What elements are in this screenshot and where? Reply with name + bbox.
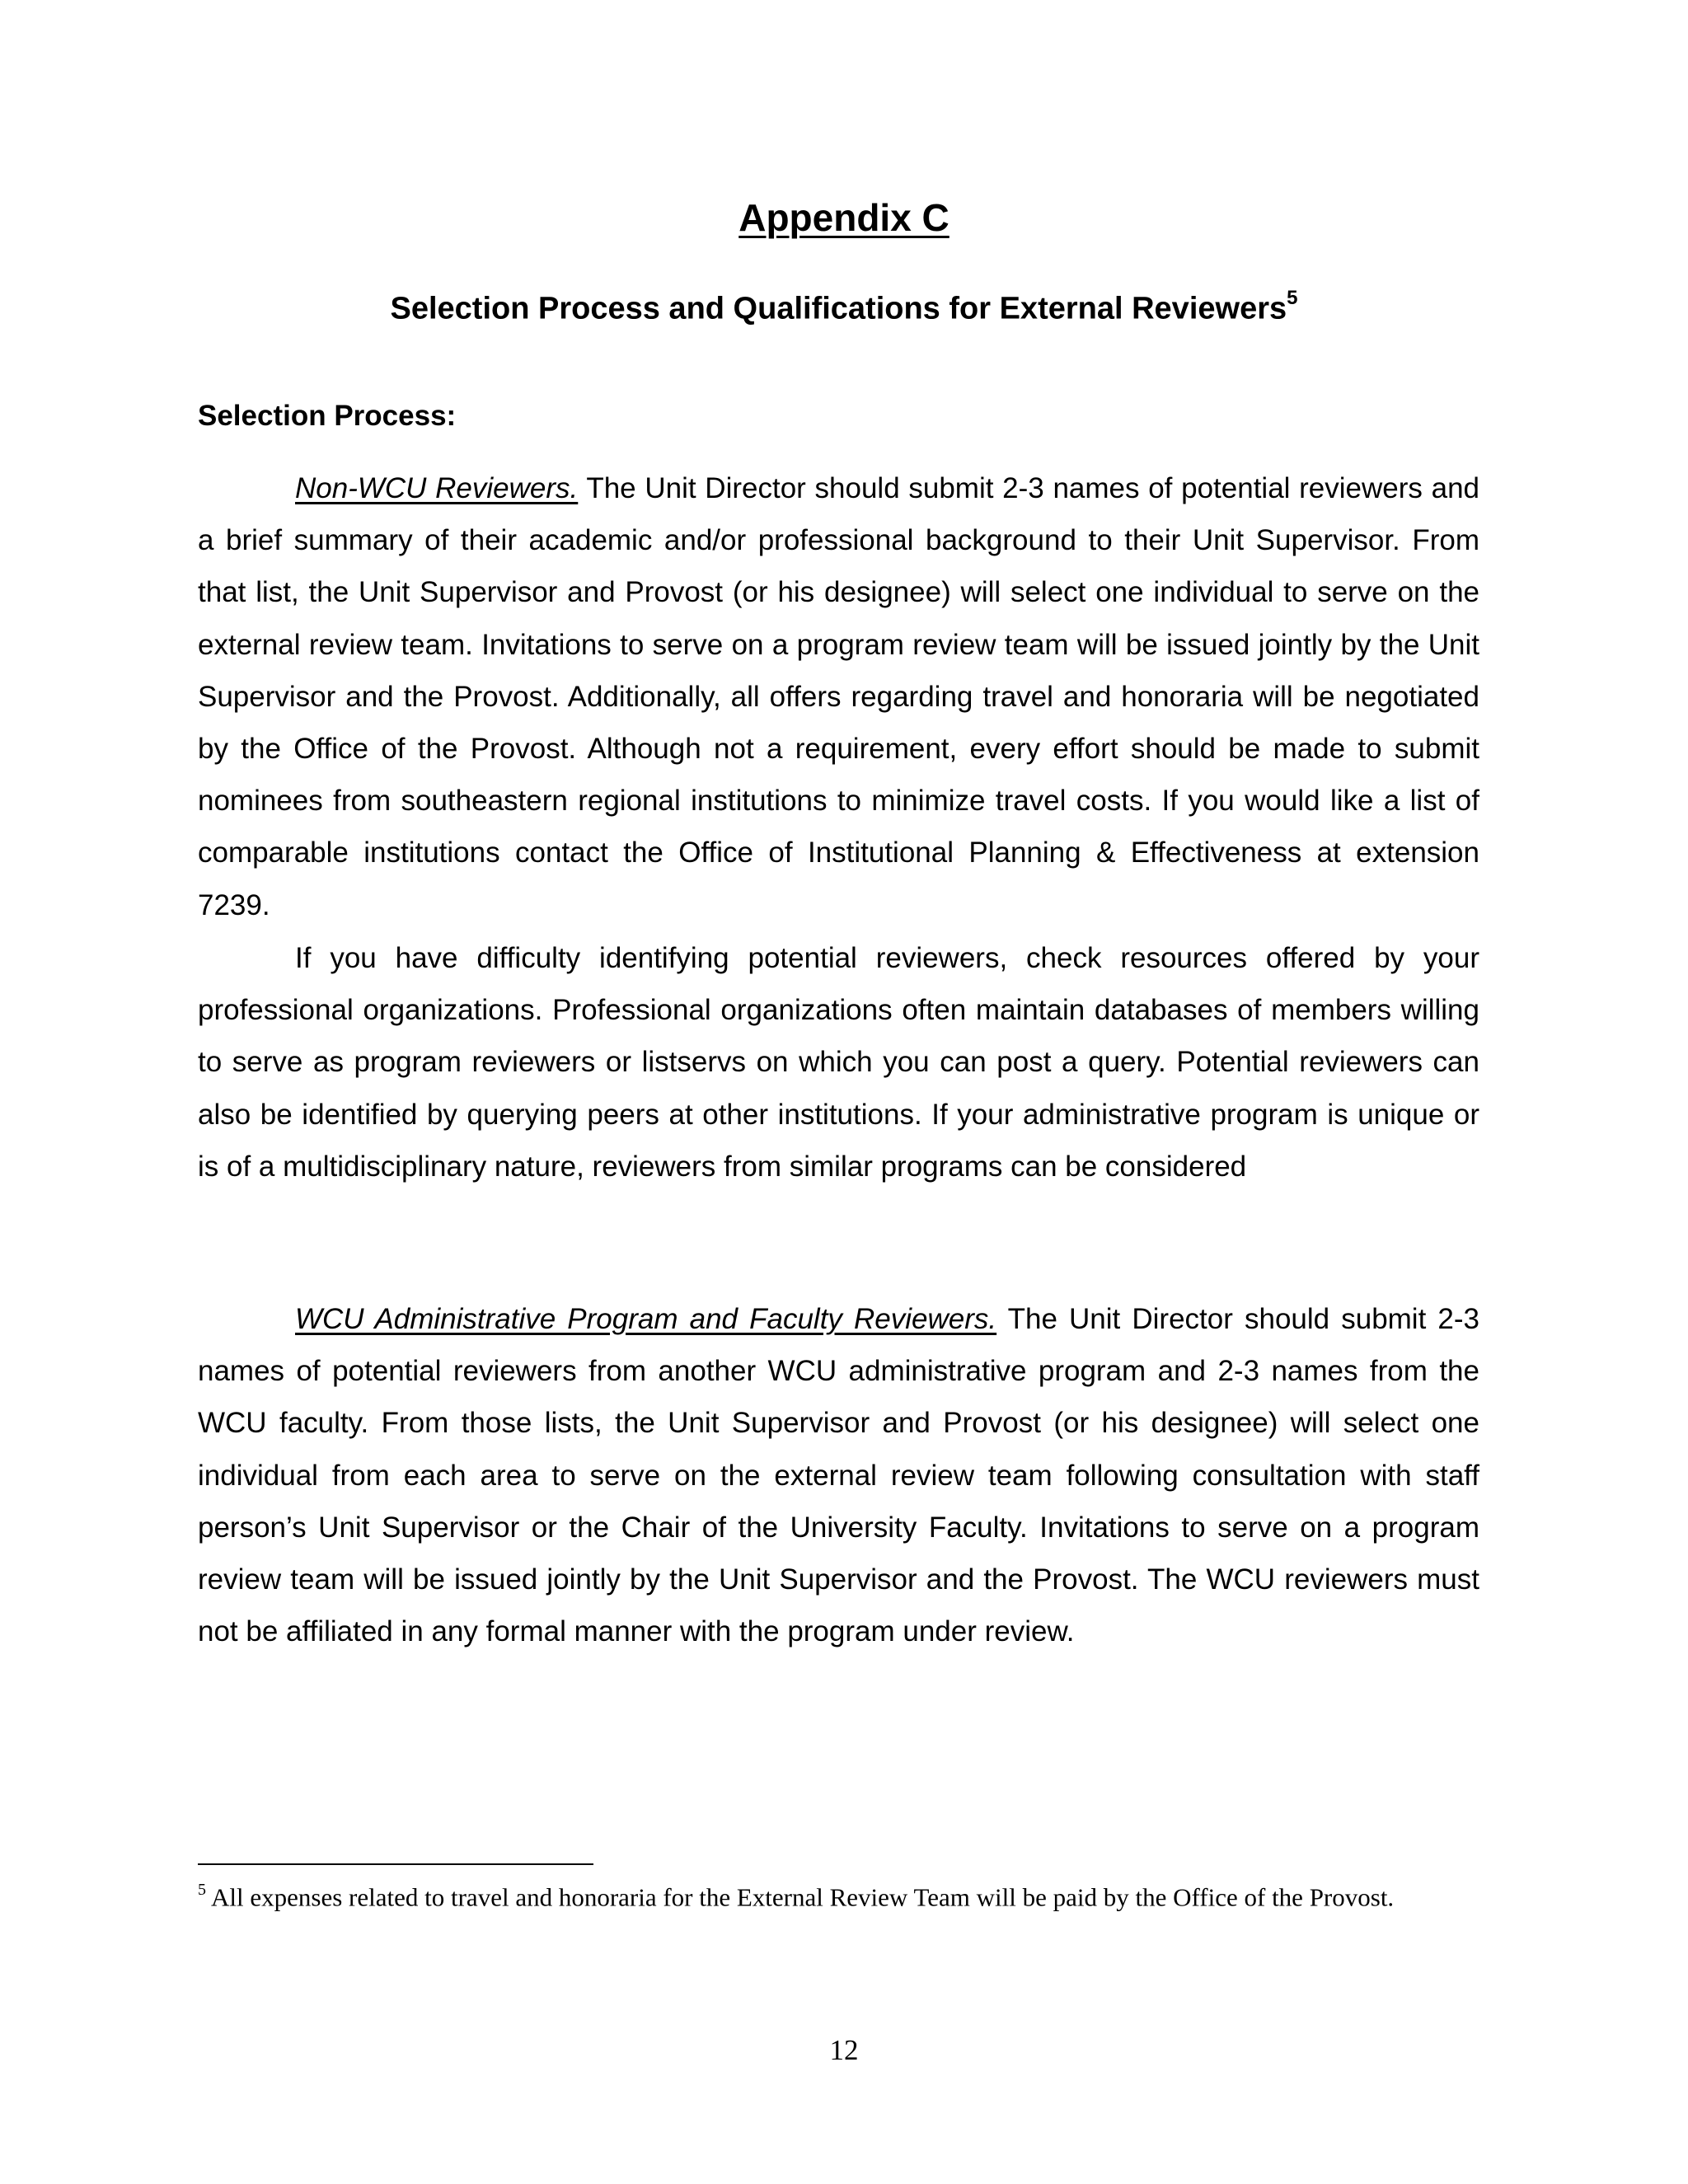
footnote-divider <box>198 1863 593 1865</box>
paragraph-body: The Unit Director should submit 2-3 names of potential reviewers and a brief summary of their academic and/or professional background to their Unit Supervisor. From that list, the Unit Supervisor and Provost (or his designee) will select one individual to serve on the external review team. Invitations to serve on a program review team will be issued jointly by the Unit Supervisor and the Provost. Additionally, all offers regarding travel and honoraria will be negotiated by the Office of the Provost. Although not a requirement, every effort should be made to submit nominees from southeastern regional institutions to minimize travel costs. If you would like a list of comparable institutions contact the Office of Institutional Planning & Effectiveness at extension 7239. <box>198 472 1479 921</box>
appendix-title-text: Appendix C <box>738 196 950 239</box>
paragraph-non-wcu-reviewers <box>198 462 1479 931</box>
subtitle-text: Selection Process and Qualifications for External Reviewers <box>390 291 1287 326</box>
paragraph-lead-non-wcu: Non-WCU Reviewers. <box>295 472 579 504</box>
footnote-text: All expenses related to travel and honoraria for the External Review Team will be paid by the Office of the Provost. <box>206 1882 1395 1912</box>
section-heading: Selection Process: <box>198 400 457 432</box>
page-title <box>0 193 1688 242</box>
footnote-reference[interactable]: 5 <box>1287 287 1298 309</box>
paragraph-body: If you have difficulty identifying potential reviewers, check resources offered by your professional organizations. Professional organizations often maintain databases of members willing to serve as program reviewers or listservs on which you can post a query. Potential reviewers can also be identified by querying peers at other institutions. If your administrative program is unique or is of a multidisciplinary nature, reviewers from similar programs can be considered <box>198 942 1479 1183</box>
footnote-number: 5 <box>198 1881 206 1899</box>
paragraph-identifying-reviewers <box>198 932 1479 1193</box>
page-subtitle <box>0 280 1688 330</box>
paragraph-lead-wcu: WCU Administrative Program and Faculty Reviewers. <box>295 1303 997 1335</box>
paragraph-wcu-reviewers <box>198 1293 1479 1657</box>
page-number: 12 <box>829 2034 859 2066</box>
footnote <box>198 1876 1484 1913</box>
paragraph-body: The Unit Director should submit 2-3 names of potential reviewers from another WCU administrative program and 2-3 names from the WCU faculty. From those lists, the Unit Supervisor and Provost (or his designee) will select one individual from each area to serve on the external review team following consultation with staff person’s Unit Supervisor or the Chair of the University Faculty. Invitations to serve on a program review team will be issued jointly by the Unit Supervisor and the Provost. The WCU reviewers must not be affiliated in any formal manner with the program under review. <box>198 1303 1479 1648</box>
